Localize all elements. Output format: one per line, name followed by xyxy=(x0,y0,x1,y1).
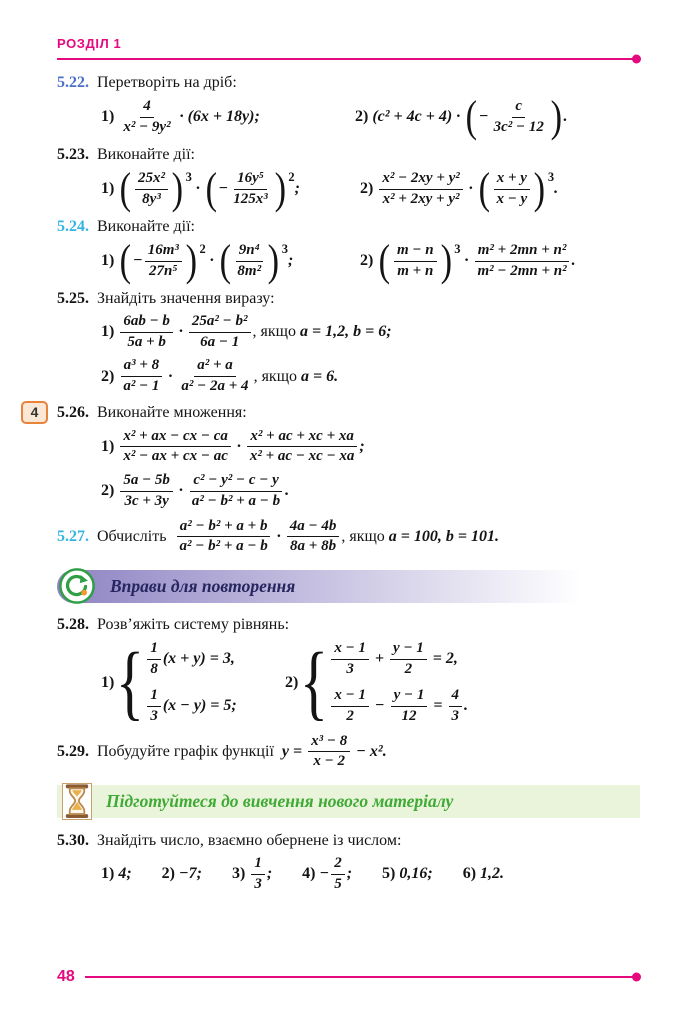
denominator: 3c + 3y xyxy=(124,492,169,509)
left-paren: ( xyxy=(205,164,217,213)
math-text: (x − y) = 5; xyxy=(162,697,237,715)
numerator: 6ab − b xyxy=(120,313,173,333)
fraction xyxy=(120,472,173,510)
numerator: 1 xyxy=(147,687,161,707)
fraction xyxy=(120,98,173,136)
problem-5-27 xyxy=(57,518,640,556)
plain-text: , якщо xyxy=(253,367,302,385)
denominator: a² − 2a + 4 xyxy=(181,378,249,395)
exponent: 3 xyxy=(454,242,461,256)
problem-title xyxy=(97,733,387,771)
paren-group xyxy=(218,236,288,285)
group-body xyxy=(479,98,549,136)
denominator: 8m² xyxy=(237,262,262,279)
group-body xyxy=(219,170,273,208)
right-paren: ) xyxy=(550,92,562,141)
exponent: 2 xyxy=(288,170,295,184)
problem-head xyxy=(57,72,640,93)
math-text: 4; xyxy=(118,865,132,883)
fraction xyxy=(147,687,161,725)
exponent: 3 xyxy=(547,170,555,184)
paren-group xyxy=(464,92,563,141)
denominator: x² − 9y² xyxy=(123,118,171,135)
item-marker: 2) xyxy=(161,865,179,883)
problem-title xyxy=(97,146,195,164)
math-cell xyxy=(101,98,355,136)
math-text: · xyxy=(460,252,473,269)
math-text: · xyxy=(174,323,187,341)
plain-text: , якщо xyxy=(252,323,300,341)
fraction xyxy=(177,518,271,556)
fraction xyxy=(120,313,173,351)
numerator: 1 xyxy=(251,855,265,875)
denominator: m + n xyxy=(397,262,434,279)
denominator: 12 xyxy=(401,707,417,724)
problem-head xyxy=(57,216,640,237)
denominator: 27n⁵ xyxy=(148,262,178,279)
numerator: c xyxy=(512,98,525,118)
numerator: a² + a xyxy=(194,357,236,377)
math-text: · xyxy=(464,180,477,197)
fraction xyxy=(247,428,358,466)
math-text: · xyxy=(272,527,285,545)
numerator: x + y xyxy=(494,170,530,190)
denominator: 3 xyxy=(451,707,459,724)
numerator: x³ − 8 xyxy=(308,733,350,753)
fraction xyxy=(493,170,530,208)
problem-title xyxy=(97,832,401,850)
math-text: (c² + 4c + 4) · xyxy=(372,108,465,125)
numerator: 2 xyxy=(331,855,345,875)
banner-text: Вправи для повторення xyxy=(110,575,296,596)
banner-prepare xyxy=(57,785,640,818)
right-paren: ) xyxy=(171,164,184,213)
denominator: 8 xyxy=(150,660,158,677)
paren-group xyxy=(477,164,555,213)
item-marker: 2) xyxy=(360,252,378,269)
denominator: 8a + 8b xyxy=(290,538,337,555)
math-row xyxy=(57,428,640,466)
fraction xyxy=(390,640,427,678)
math-text: · xyxy=(205,252,218,269)
fraction xyxy=(308,733,350,771)
problem-number: 5.29. xyxy=(57,742,89,760)
problem-5-25 xyxy=(57,288,640,396)
math-cell xyxy=(101,855,640,893)
system-row xyxy=(329,687,468,725)
problem-5-29 xyxy=(57,733,640,771)
fraction xyxy=(120,428,231,466)
system-row xyxy=(145,640,236,678)
math-cell xyxy=(360,236,640,285)
right-paren: ) xyxy=(267,236,280,285)
spacer xyxy=(433,874,463,875)
exponent: 2 xyxy=(199,242,206,256)
denominator: 2 xyxy=(346,707,354,724)
numerator: 4a − 4b xyxy=(287,518,340,538)
math-text: = xyxy=(429,697,447,715)
math-row xyxy=(57,236,640,285)
math-text: − xyxy=(370,697,389,715)
math-text: − xyxy=(478,108,489,125)
paren-group xyxy=(204,164,295,213)
group-body xyxy=(491,170,532,208)
banner-text: Підготуйтеся до вивчення нового матеріалу xyxy=(106,791,454,811)
item-marker: 1) xyxy=(101,108,119,125)
numerator: 4 xyxy=(140,98,154,118)
content xyxy=(30,72,640,893)
fraction xyxy=(331,855,345,893)
plain-text: Виконайте дії: xyxy=(97,217,195,235)
problem-number: 5.27. xyxy=(57,527,89,545)
header-rule xyxy=(57,58,640,60)
numerator: a³ + 8 xyxy=(121,357,163,377)
math-row xyxy=(57,313,640,351)
problem-head xyxy=(57,830,640,851)
numerator: 5a − 5b xyxy=(120,472,173,492)
plain-text: Побудуйте графік функції xyxy=(97,742,282,760)
math-row xyxy=(57,855,640,893)
problem-number: 5.30. xyxy=(57,831,89,849)
group-body xyxy=(133,170,170,208)
exponent: 3 xyxy=(185,170,192,184)
system-brace: { xyxy=(116,635,145,729)
fraction xyxy=(449,687,463,725)
problem-number: 5.23. xyxy=(57,145,89,163)
math-text: 0,16; xyxy=(399,865,433,883)
group-body xyxy=(392,242,439,280)
numerator: y − 1 xyxy=(390,640,427,660)
footer-rule-dot xyxy=(632,973,641,982)
denominator: 6a − 1 xyxy=(200,333,240,350)
fraction xyxy=(135,170,168,208)
exponent: 3 xyxy=(281,242,288,256)
denominator: x² + ac − xc − xa xyxy=(249,448,355,465)
numerator: x² + ac + xc + xa xyxy=(247,428,356,448)
numerator: 16m³ xyxy=(145,242,182,262)
denominator: a² − b² + a − b xyxy=(191,492,281,509)
item-marker: 6) xyxy=(462,865,481,883)
numerator: x − 1 xyxy=(331,640,369,660)
left-paren: ( xyxy=(119,164,132,213)
denominator: x − 2 xyxy=(313,753,345,770)
hourglass-graphic xyxy=(63,783,91,819)
equation-system xyxy=(116,635,237,729)
math-cell xyxy=(101,357,640,395)
paren-group xyxy=(118,236,206,285)
problem-title xyxy=(97,74,237,92)
math-text: a = 100, b = 101. xyxy=(388,527,500,545)
numerator: 1 xyxy=(147,640,161,660)
denominator: m² − 2mn + n² xyxy=(477,262,567,279)
math-text: a = 6. xyxy=(301,367,339,385)
fraction xyxy=(234,242,264,280)
math-text: − xyxy=(319,865,330,883)
math-text: ; xyxy=(288,252,294,269)
problem-number: 5.25. xyxy=(57,289,89,307)
problem-head xyxy=(57,615,640,636)
item-marker: 3) xyxy=(232,865,250,883)
equation-system xyxy=(300,635,468,729)
math-text: ; xyxy=(346,865,353,883)
review-swirl-graphic xyxy=(58,567,96,605)
math-text: · (6x + 18y); xyxy=(175,108,260,125)
item-marker: 1) xyxy=(101,437,119,455)
paren-group xyxy=(377,236,461,285)
denominator: x − y xyxy=(496,190,528,207)
problem-number: 5.22. xyxy=(57,73,89,91)
math-text: · xyxy=(191,180,204,197)
fraction xyxy=(251,855,265,893)
math-row xyxy=(57,92,640,141)
fraction xyxy=(331,687,369,725)
problem-head xyxy=(57,518,640,556)
problem-title xyxy=(97,218,195,236)
problem-head xyxy=(57,288,640,309)
problem-number: 5.24. xyxy=(57,217,89,235)
math-text: · xyxy=(164,367,177,385)
math-cell xyxy=(101,635,285,729)
math-text: . xyxy=(571,252,576,269)
fraction xyxy=(475,242,570,280)
fraction xyxy=(391,687,428,725)
math-text: − xyxy=(218,180,229,197)
math-cell xyxy=(101,472,640,510)
left-paren: ( xyxy=(119,236,132,285)
group-body xyxy=(232,242,266,280)
page-footer xyxy=(57,968,640,986)
fraction xyxy=(379,170,462,208)
right-paren: ) xyxy=(533,164,546,213)
math-text: . xyxy=(554,180,559,197)
problem-5-30 xyxy=(57,830,640,893)
math-row xyxy=(57,635,640,729)
problem-title xyxy=(97,290,275,308)
math-text: 1,2. xyxy=(480,865,505,883)
numerator: x − 1 xyxy=(331,687,369,707)
denominator: 3 xyxy=(150,707,158,724)
numerator: 9n⁴ xyxy=(236,242,263,262)
numerator: 16y⁵ xyxy=(234,170,267,190)
spacer xyxy=(132,874,162,875)
denominator: x² − ax + cx − ac xyxy=(123,448,228,465)
numerator: x² + ax − cx − ca xyxy=(120,428,231,448)
denominator: 3c² − 12 xyxy=(493,118,544,135)
group-body xyxy=(133,242,184,280)
right-paren: ) xyxy=(440,236,452,285)
plain-text: , якщо xyxy=(341,527,389,545)
right-paren: ) xyxy=(274,164,286,213)
problem-title xyxy=(97,518,499,556)
problem-title xyxy=(97,404,247,422)
plain-text: Розв’яжіть систему рівнянь: xyxy=(97,616,290,634)
problem-title xyxy=(97,616,289,634)
math-cell xyxy=(101,164,360,213)
denominator: x² + 2xy + y² xyxy=(382,190,460,207)
header-rule-dot xyxy=(632,55,641,64)
plain-text: Виконайте множення: xyxy=(97,404,247,422)
problem-head xyxy=(57,144,640,165)
math-cell xyxy=(101,236,360,285)
problem-head xyxy=(57,733,640,771)
denominator: 8y³ xyxy=(142,190,161,207)
numerator: 25a² − b² xyxy=(189,313,251,333)
plain-text: Перетворіть на дріб: xyxy=(97,73,237,91)
problem-5-28 xyxy=(57,615,640,729)
fraction xyxy=(189,313,251,351)
math-text: a = 1,2, b = 6; xyxy=(299,323,392,341)
spacer xyxy=(272,874,302,875)
denominator: 5a + b xyxy=(127,333,166,350)
right-paren: ) xyxy=(185,236,197,285)
fraction xyxy=(287,518,340,556)
numerator: x² − 2xy + y² xyxy=(379,170,462,190)
denominator: a² − b² + a − b xyxy=(179,538,268,555)
plain-text: Знайдіть значення виразу: xyxy=(97,289,275,307)
denominator: 125x³ xyxy=(233,190,268,207)
denominator: 3 xyxy=(254,875,262,892)
left-paren: ( xyxy=(378,236,391,285)
math-cell xyxy=(285,635,640,729)
numerator: c² − y² − c − y xyxy=(190,472,281,492)
fraction xyxy=(491,98,547,136)
denominator: 5 xyxy=(334,875,342,892)
math-text: (x + y) = 3, xyxy=(162,650,235,668)
problem-number: 5.28. xyxy=(57,616,89,634)
hourglass-icon xyxy=(62,783,92,820)
item-marker: 2) xyxy=(285,673,303,691)
numerator: a² − b² + a + b xyxy=(177,518,271,538)
item-marker: 2) xyxy=(101,367,119,385)
problem-number: 5.26. xyxy=(57,404,89,422)
problem-5-23 xyxy=(57,144,640,213)
spacer xyxy=(352,874,382,875)
left-paren: ( xyxy=(219,236,231,285)
fraction xyxy=(147,640,161,678)
item-marker: 1) xyxy=(101,180,119,197)
math-cell xyxy=(101,313,640,351)
item-marker: 1) xyxy=(101,323,119,341)
problem-5-24 xyxy=(57,216,640,285)
math-text: ; xyxy=(294,180,300,197)
math-text: . xyxy=(285,482,290,500)
item-marker: 2) xyxy=(355,108,373,125)
math-row xyxy=(57,357,640,395)
system-rows xyxy=(145,640,236,726)
math-text: − xyxy=(132,252,143,269)
math-text: . xyxy=(464,697,468,715)
system-rows xyxy=(329,640,468,726)
item-marker: 4) xyxy=(302,865,320,883)
numerator: 25x² xyxy=(135,170,168,190)
math-text: y = xyxy=(281,742,307,760)
fraction xyxy=(178,357,251,395)
fraction xyxy=(120,357,162,395)
problem-5-22 xyxy=(57,72,640,141)
system-row xyxy=(145,687,236,725)
math-cell xyxy=(360,164,640,213)
numerator: m² + 2mn + n² xyxy=(475,242,570,262)
denominator: a² − 1 xyxy=(123,378,160,395)
plain-text: Виконайте дії: xyxy=(97,145,195,163)
problem-head xyxy=(30,403,640,424)
left-paren: ( xyxy=(478,164,490,213)
math-row xyxy=(57,472,640,510)
math-text: ; xyxy=(359,437,365,455)
system-row xyxy=(329,640,468,678)
spacer xyxy=(202,874,232,875)
fraction xyxy=(394,242,437,280)
math-text: · xyxy=(232,437,245,455)
banner-review xyxy=(57,570,640,603)
plain-text: Обчисліть xyxy=(97,527,175,545)
math-text: − x². xyxy=(352,742,387,760)
fraction xyxy=(331,640,369,678)
denominator: 2 xyxy=(404,660,413,677)
chapter-label: РОЗДІЛ 1 xyxy=(57,36,122,51)
fraction xyxy=(145,242,182,280)
math-cell xyxy=(101,428,640,466)
math-text: −7; xyxy=(178,865,203,883)
math-text: · xyxy=(174,482,187,500)
plain-text: Знайдіть число, взаємно обернене із числом: xyxy=(97,831,402,849)
numerator: 4 xyxy=(449,687,463,707)
left-paren: ( xyxy=(465,92,478,141)
item-marker: 1) xyxy=(101,252,119,269)
system-brace: { xyxy=(300,635,329,729)
denominator: 3 xyxy=(346,660,354,677)
item-marker: 5) xyxy=(382,865,400,883)
paren-group xyxy=(118,164,192,213)
numerator: y − 1 xyxy=(391,687,428,707)
math-row xyxy=(57,164,640,213)
footer-rule xyxy=(85,976,640,978)
math-text: + xyxy=(370,650,389,668)
page-header xyxy=(57,36,640,60)
page-number: 48 xyxy=(57,968,75,985)
level-icon: 4 xyxy=(21,401,48,424)
review-icon xyxy=(58,567,96,605)
problem-5-26 xyxy=(30,403,640,511)
math-text: = 2, xyxy=(428,650,458,668)
item-marker: 1) xyxy=(101,673,119,691)
item-marker: 2) xyxy=(101,482,119,500)
fraction xyxy=(189,472,283,510)
numerator: m − n xyxy=(394,242,437,262)
math-cell xyxy=(355,92,640,141)
fraction xyxy=(230,170,271,208)
item-marker: 2) xyxy=(360,180,378,197)
math-text: ; xyxy=(266,865,273,883)
math-text: . xyxy=(563,108,568,125)
item-marker: 1) xyxy=(101,865,119,883)
